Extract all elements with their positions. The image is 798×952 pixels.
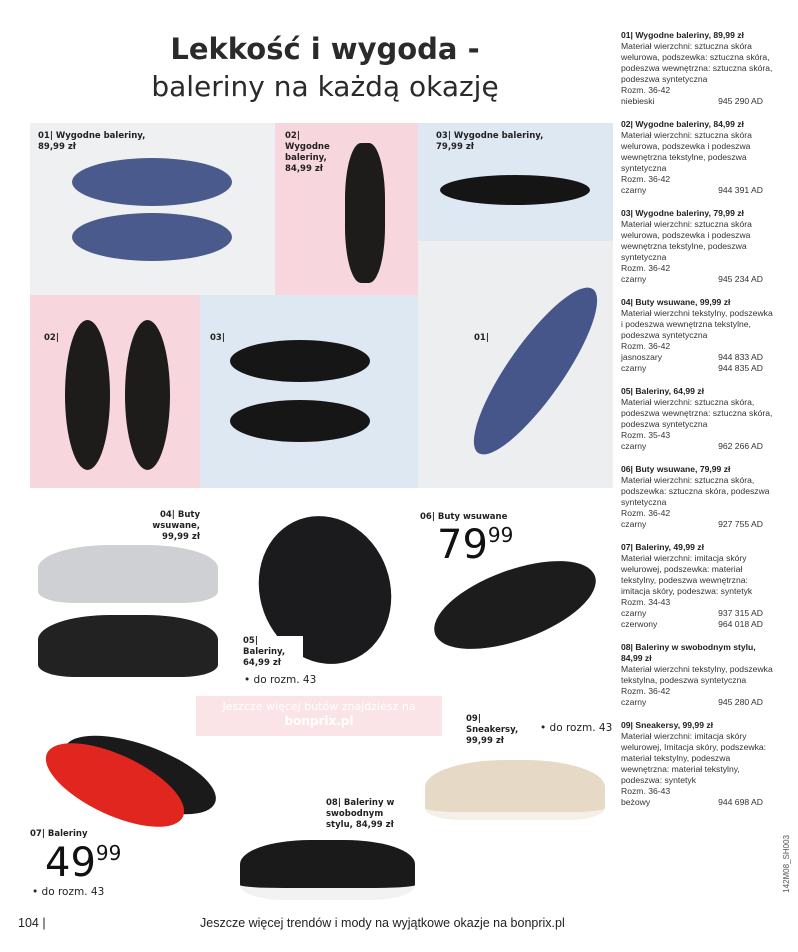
label-03b: 03| <box>210 333 225 343</box>
catalog-code: 142M08_SH003 <box>782 835 791 893</box>
shoe-image <box>345 143 385 283</box>
product-description: Materiał wierzchni: sztuczna skóra welurowa, podszewka i podeszwa wewnętrzna tekstylne, podeszwa syntetyczna <box>621 130 752 173</box>
price-06 <box>437 522 514 568</box>
variant-color: czarny <box>621 441 647 451</box>
page-title: Lekkość i wygoda - <box>170 32 480 66</box>
shoe-image <box>440 175 590 205</box>
product-heading: 02| Wygodne baleriny, 84,99 zł <box>621 119 744 129</box>
product-description: Materiał wierzchni tekstylny, podszewka i podeszwa wewnętrzna tekstylne, podeszwa syntetyczna <box>621 308 773 340</box>
product-item <box>621 642 773 708</box>
product-heading: 07| Baleriny, 49,99 zł <box>621 542 704 552</box>
variant-code: 964 018 AD <box>718 619 763 629</box>
photo-03-bottom <box>200 295 418 488</box>
banner-link[interactable]: bonprix.pl <box>284 714 354 728</box>
price-main: 79 <box>437 522 488 568</box>
photo-02-top <box>275 123 418 295</box>
variant-row <box>621 96 773 107</box>
note-09: • do rozm. 43 <box>540 722 613 734</box>
product-item <box>621 386 773 452</box>
photo-02-bottom <box>30 295 200 488</box>
shoe-image <box>230 340 370 382</box>
variant-color: czarny <box>621 519 647 529</box>
variant-color: czarny <box>621 697 647 707</box>
variant-color: czarny <box>621 608 647 618</box>
variant-color: czarny <box>621 274 647 284</box>
product-description: Materiał wierzchni: imitacja skóry welurowej, Imitacja skóry, podszewka: materiał tekstylny, podeszwa wewnętrzna: materiał tekstylny, podeszwa: syntetyk <box>621 731 767 785</box>
product-item <box>621 208 773 285</box>
shoe-04-black <box>38 615 218 677</box>
label-06: 06| Buty wsuwane <box>420 512 508 522</box>
shoe-04-gray <box>38 545 218 603</box>
label-07: 07| Baleriny <box>30 829 88 839</box>
product-sizes: Rozm. 36-42 <box>621 341 671 351</box>
shoe-09 <box>425 760 605 820</box>
label-05: 05| Baleriny, 64,99 zł <box>243 636 303 669</box>
banner-text: Jeszcze więcej butów znajdziesz na <box>222 700 416 713</box>
product-description: Materiał wierzchni tekstylny, podszewka tekstylna, podeszwa syntetyczna <box>621 664 773 685</box>
variant-color: czarny <box>621 185 647 195</box>
variant-row <box>621 697 773 708</box>
product-description: Materiał wierzchni: sztuczna skóra, podszewka: sztuczna skóra, podeszwa syntetyczna <box>621 475 770 507</box>
variant-code: 937 315 AD <box>718 608 763 618</box>
variant-row <box>621 185 773 196</box>
note-07: • do rozm. 43 <box>32 886 105 898</box>
product-sizes: Rozm. 36-42 <box>621 508 671 518</box>
shoe-08 <box>240 840 415 900</box>
variant-row <box>621 352 773 363</box>
product-description: Materiał wierzchni: sztuczna skóra, podeszwa wewnętrzna: sztuczna skóra, podeszwa syntetyczna <box>621 397 773 429</box>
product-item <box>621 297 773 374</box>
label-01b: 01| <box>474 333 489 343</box>
product-heading: 04| Buty wsuwane, 99,99 zł <box>621 297 731 307</box>
product-heading: 06| Buty wsuwane, 79,99 zł <box>621 464 731 474</box>
note-05: • do rozm. 43 <box>244 674 317 686</box>
variant-code: 962 266 AD <box>718 441 763 451</box>
product-sizes: Rozm. 34-43 <box>621 597 671 607</box>
photo-03-top <box>418 123 613 241</box>
photo-01-top <box>30 123 275 295</box>
variant-code: 945 234 AD <box>718 274 763 284</box>
variant-code: 944 835 AD <box>718 363 763 373</box>
label-08: 08| Baleriny w swobodnym stylu, 84,99 zł <box>326 798 395 830</box>
product-description: Materiał wierzchni: imitacja skóry welurowej, podszewka: materiał tekstylny, podeszwa wewnętrzna: imitacja skóry, podeszwa: syntetyk <box>621 553 753 596</box>
product-sizes: Rozm. 36-42 <box>621 174 671 184</box>
price-main: 49 <box>45 840 96 886</box>
product-heading: 01| Wygodne baleriny, 89,99 zł <box>621 30 744 40</box>
label-02b: 02| <box>44 333 59 343</box>
product-item <box>621 720 773 808</box>
variant-color: beżowy <box>621 797 651 807</box>
variant-code: 945 280 AD <box>718 697 763 707</box>
product-description: Materiał wierzchni: sztuczna skóra welurowa, podszewka: sztuczna skóra, podeszwa wewnętrzna: sztuczna skóra, podeszwa syntetyczna <box>621 41 773 84</box>
variant-row <box>621 619 773 630</box>
footer-text: Jeszcze więcej trendów i mody na wyjątkowe okazje na bonprix.pl <box>200 916 565 930</box>
product-sizes: Rozm. 36-42 <box>621 686 671 696</box>
product-sizes: Rozm. 36-42 <box>621 85 671 95</box>
product-heading: 05| Baleriny, 64,99 zł <box>621 386 704 396</box>
shoe-image <box>230 400 370 442</box>
variant-row <box>621 363 773 374</box>
variant-color: czarny <box>621 363 647 373</box>
photo-01-bottom <box>418 241 613 488</box>
variant-color: niebieski <box>621 96 655 106</box>
page-subtitle: baleriny na każdą okazję <box>151 70 499 103</box>
variant-code: 944 391 AD <box>718 185 763 195</box>
variant-color: czerwony <box>621 619 658 629</box>
variant-code: 944 698 AD <box>718 797 763 807</box>
variant-code: 944 833 AD <box>718 352 763 362</box>
price-decimals: 99 <box>95 841 122 865</box>
product-heading: 03| Wygodne baleriny, 79,99 zł <box>621 208 744 218</box>
variant-color: jasnoszary <box>621 352 663 362</box>
shoe-image <box>125 320 170 470</box>
shoe-image <box>65 320 110 470</box>
shoe-image <box>456 273 616 468</box>
page-number: 104 | <box>18 916 46 930</box>
product-item <box>621 464 773 530</box>
label-02: 02| Wygodne baleriny, 84,99 zł <box>285 131 330 174</box>
product-sizes: Rozm. 36-42 <box>621 263 671 273</box>
product-item <box>621 119 773 196</box>
product-heading: 09| Sneakersy, 99,99 zł <box>621 720 714 730</box>
variant-row <box>621 608 773 619</box>
product-item <box>621 30 773 107</box>
price-decimals: 99 <box>487 523 514 547</box>
variant-code: 927 755 AD <box>718 519 763 529</box>
variant-row <box>621 797 773 808</box>
product-heading: 08| Baleriny w swobodnym stylu, 84,99 zł <box>621 642 756 663</box>
price-07 <box>45 840 122 886</box>
product-sizes: Rozm. 36-43 <box>621 786 671 796</box>
product-list <box>621 30 773 820</box>
variant-row <box>621 274 773 285</box>
variant-row <box>621 441 773 452</box>
bonprix-banner[interactable] <box>196 696 442 736</box>
product-item <box>621 542 773 630</box>
label-03: 03| Wygodne baleriny, 79,99 zł <box>436 131 544 152</box>
variant-row <box>621 519 773 530</box>
variant-code: 945 290 AD <box>718 96 763 106</box>
shoe-image <box>72 213 232 261</box>
product-sizes: Rozm. 35-43 <box>621 430 671 440</box>
shoe-image <box>72 158 232 206</box>
label-04: 04| Buty wsuwane, 99,99 zł <box>152 510 200 542</box>
label-01: 01| Wygodne baleriny, 89,99 zł <box>38 131 146 152</box>
product-description: Materiał wierzchni: sztuczna skóra welurowa, podszewka i podeszwa wewnętrzna tekstylne, podeszwa syntetyczna <box>621 219 752 262</box>
label-09: 09| Sneakersy, 99,99 zł <box>466 714 519 746</box>
